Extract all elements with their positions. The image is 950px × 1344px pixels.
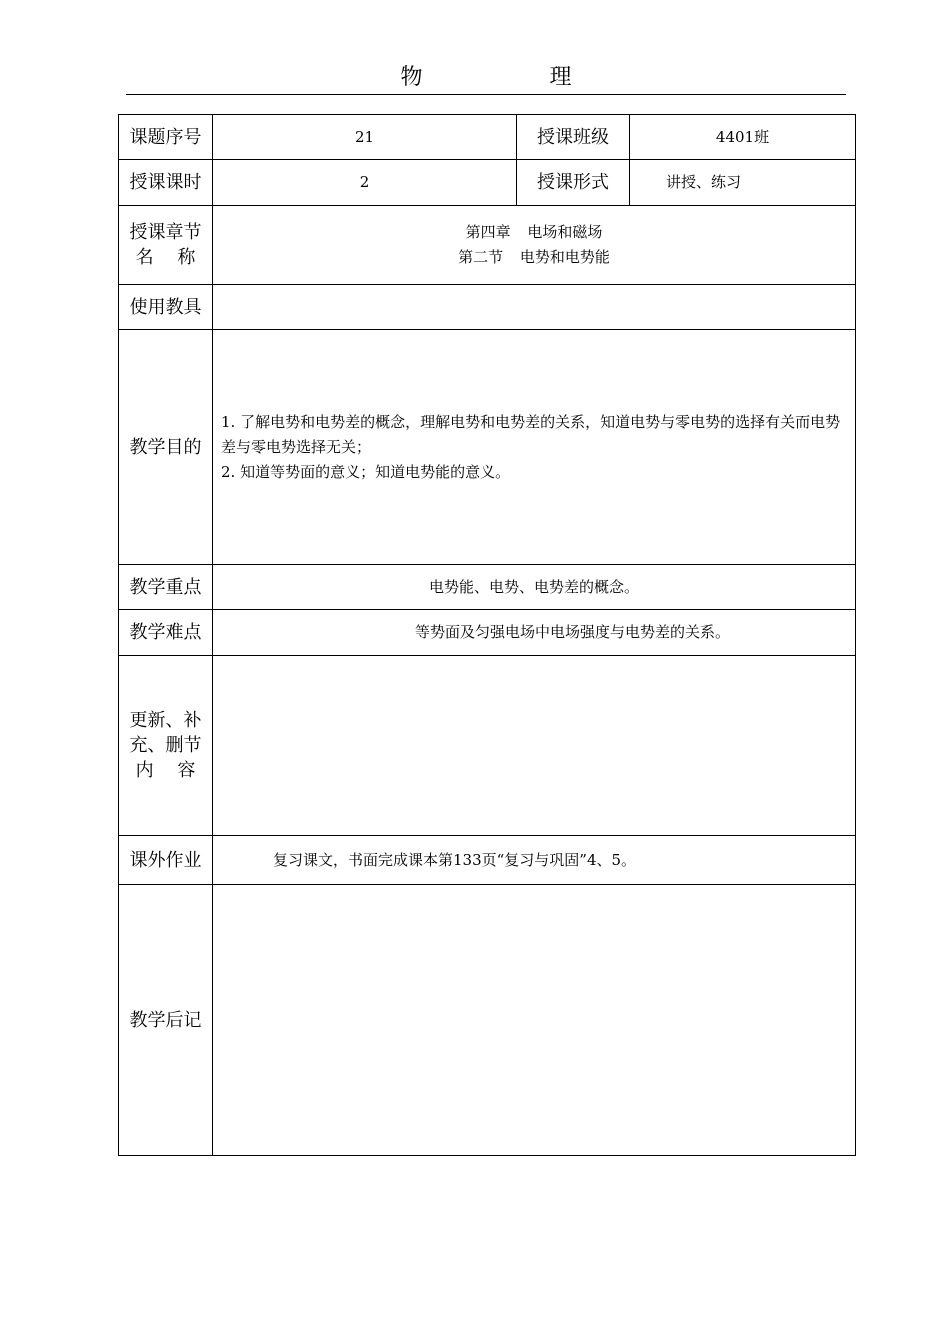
- form-value: 讲授、练习: [630, 160, 856, 206]
- reflection-label: 教学后记: [119, 885, 213, 1156]
- goal-item: 2. 知道等势面的意义；知道电势能的意义。: [221, 462, 511, 481]
- form-label: 授课形式: [517, 160, 630, 206]
- lesson-plan-table: [118, 114, 856, 1156]
- key-points-value: 电势能、电势、电势差的概念。: [213, 565, 856, 610]
- goals-value: [213, 330, 856, 565]
- table-row: [119, 115, 856, 160]
- updates-label-line2: 充、删节: [129, 735, 202, 756]
- subject-title: 物 理: [400, 65, 632, 90]
- table-row: [119, 610, 856, 656]
- lesson-no-label: 课题序号: [119, 115, 213, 160]
- tools-label: 使用教具: [119, 285, 213, 330]
- tools-value: [213, 285, 856, 330]
- table-row: [119, 565, 856, 610]
- chapter-value: [213, 206, 856, 285]
- goals-label: 教学目的: [119, 330, 213, 565]
- updates-value: [213, 656, 856, 836]
- key-points-label: 教学重点: [119, 565, 213, 610]
- hours-value: 2: [213, 160, 517, 206]
- table-row: [119, 160, 856, 206]
- updates-label-line3: 内 容: [135, 760, 196, 781]
- table-row: [119, 885, 856, 1156]
- table-row: [119, 285, 856, 330]
- difficulties-value: 等势面及匀强电场中电场强度与电势差的关系。: [213, 610, 856, 656]
- goal-item: 1. 了解电势和电势差的概念，理解电势和电势差的关系，知道电势与零电势的选择有关而电势差与零电势选择无关；: [221, 412, 841, 456]
- table-row: [119, 330, 856, 565]
- table-row: [119, 206, 856, 285]
- updates-label: [119, 656, 213, 836]
- homework-value: 复习课文，书面完成课本第133页“复习与巩固”4、5。: [213, 836, 856, 885]
- table-row: [119, 656, 856, 836]
- chapter-label-line1: 授课章节: [129, 222, 202, 243]
- chapter-value-line1: 第四章 电场和磁场: [465, 223, 603, 241]
- lesson-no-value: 21: [213, 115, 517, 160]
- page-header: [126, 62, 846, 95]
- chapter-label-line2: 名 称: [135, 247, 196, 268]
- hours-label: 授课课时: [119, 160, 213, 206]
- homework-label: 课外作业: [119, 836, 213, 885]
- reflection-value: [213, 885, 856, 1156]
- chapter-value-line2: 第二节 电势和电势能: [458, 248, 610, 266]
- updates-label-line1: 更新、补: [129, 710, 202, 731]
- table-row: [119, 836, 856, 885]
- chapter-label: [119, 206, 213, 285]
- difficulties-label: 教学难点: [119, 610, 213, 656]
- class-label: 授课班级: [517, 115, 630, 160]
- class-value: 4401班: [630, 115, 856, 160]
